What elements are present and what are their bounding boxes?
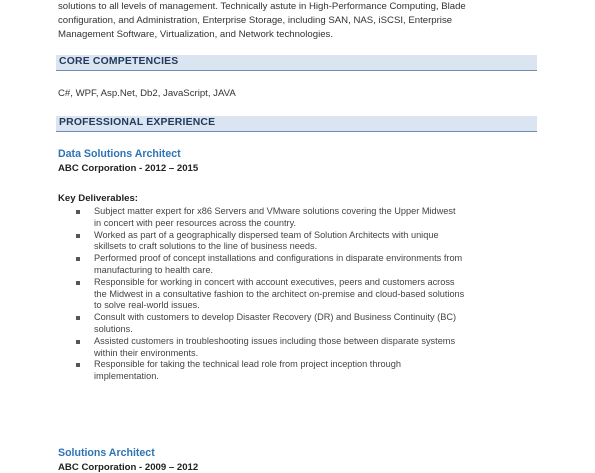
- job-company-dates: ABC Corporation - 2012 – 2015: [58, 163, 199, 174]
- list-item: [74, 206, 544, 230]
- list-item: [74, 359, 544, 383]
- list-item: [74, 253, 544, 277]
- competencies-list: C#, WPF, Asp.Net, Db2, JavaScript, JAVA: [58, 88, 236, 99]
- bullet-text: Responsible for working in concert with account executives, peers and customers across: [94, 276, 455, 287]
- job-title: Solutions Architect: [58, 447, 155, 459]
- bullet-text: the Midwest in a consultative fashion to the architect on-premise and cloud-based solutions: [94, 288, 465, 299]
- bullet-icon: [76, 363, 80, 367]
- summary-line: configuration, and Administration, Enterprise Storage, including SAN, NAS, iSCSI, Enterprise: [58, 15, 453, 27]
- bullet-icon: [76, 316, 80, 320]
- summary-line: Management Software, Virtualization, and Network technologies.: [58, 29, 333, 41]
- bullet-text: implementation.: [94, 371, 159, 382]
- list-item: [74, 312, 544, 336]
- bullet-text: Subject matter expert for x86 Servers and VMware solutions covering the Upper Midwest: [94, 206, 456, 216]
- bullet-icon: [76, 210, 80, 214]
- bullet-icon: [76, 340, 80, 344]
- bullet-text: Assisted customers in troubleshooting issues including those between disparate systems: [94, 335, 456, 346]
- bullet-text: within their environments.: [94, 347, 199, 358]
- summary-line: solutions to all levels of management. Technically astute in High-Performance Computing, Blade: [58, 1, 466, 12]
- summary-paragraph: [58, 0, 540, 43]
- bullet-text: Worked as part of a geographically dispersed team of Solution Architects with unique: [94, 229, 439, 240]
- section-header-professional-experience: [56, 116, 537, 132]
- bullet-text: manufacturing to health care.: [94, 264, 213, 275]
- bullet-text: solutions.: [94, 323, 133, 334]
- bullet-text: Responsible for taking the technical lead role from project inception through: [94, 359, 401, 370]
- key-deliverables-label: Key Deliverables:: [58, 193, 138, 204]
- bullet-text: skillsets to craft solutions to the line of business needs.: [94, 241, 318, 252]
- bullet-text: Performed proof of concept installations and configurations in disparate environments from: [94, 253, 463, 264]
- bullet-text: Consult with customers to develop Disaster Recovery (DR) and Business Continuity (BC): [94, 312, 457, 323]
- bullet-text: to solve real-world issues.: [94, 300, 200, 311]
- section-title: CORE COMPETENCIES: [59, 56, 179, 67]
- section-title: PROFESSIONAL EXPERIENCE: [59, 117, 216, 128]
- bullet-icon: [76, 257, 80, 261]
- list-item: [74, 230, 544, 254]
- bullet-text: in concert with peer resources across the country.: [94, 217, 297, 228]
- section-header-core-competencies: [56, 55, 537, 71]
- deliverables-list: [74, 206, 544, 383]
- list-item: [74, 336, 544, 360]
- job-company-dates: ABC Corporation - 2009 – 2012: [58, 462, 199, 473]
- bullet-icon: [76, 234, 80, 238]
- list-item: [74, 277, 544, 312]
- job-title: Data Solutions Architect: [58, 148, 181, 160]
- bullet-icon: [76, 281, 80, 285]
